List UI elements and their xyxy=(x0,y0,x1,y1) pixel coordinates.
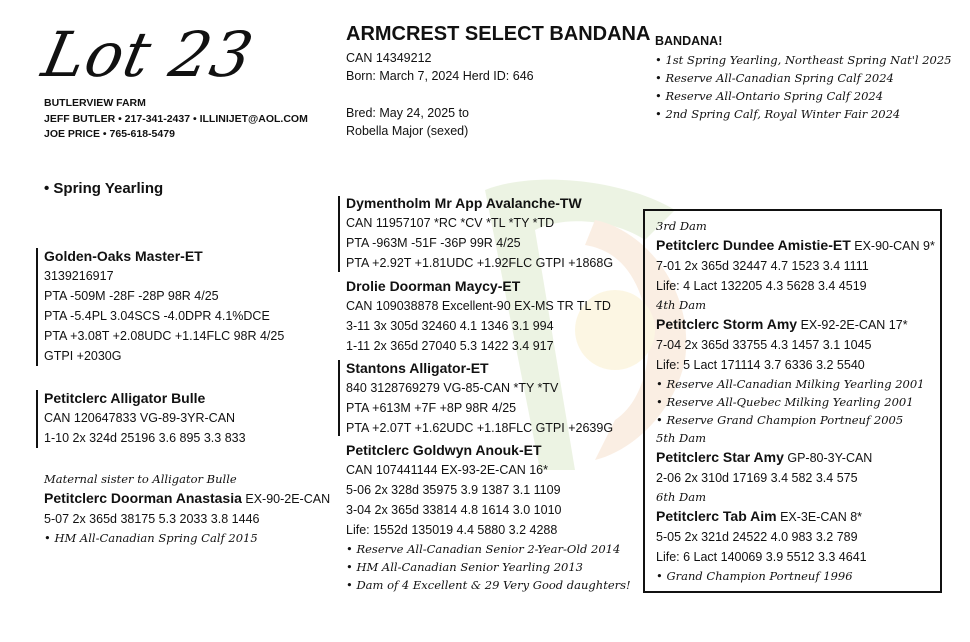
alligator-bracket xyxy=(338,360,340,436)
anouk-block xyxy=(346,440,631,594)
sixth-dam-label: 6th Dam xyxy=(656,490,706,504)
dam-bracket xyxy=(36,390,38,448)
honor-text: Grand Champion Portneuf 1996 xyxy=(666,569,853,583)
sixth-dam-line: Life: 6 Lact 140069 3.9 5512 3.3 4641 xyxy=(656,550,867,564)
sire-line: PTA -509M -28F -28P 98R 4/25 xyxy=(44,289,219,303)
maternal-sister-block xyxy=(44,470,330,547)
sixth-dam-honor: • Grand Champion Portneuf 1996 xyxy=(656,569,853,583)
fourth-dam-label: 4th Dam xyxy=(656,298,706,312)
fifth-dam-class: GP-80-3Y-CAN xyxy=(783,451,873,465)
third-dam-line: 7-01 2x 365d 32447 4.7 1523 3.4 1111 xyxy=(656,259,869,273)
alligator-block xyxy=(346,358,613,438)
avalanche-block xyxy=(346,193,613,273)
maycy-name: Drolie Doorman Maycy-ET xyxy=(346,278,521,294)
sire-name: Golden-Oaks Master-ET xyxy=(44,248,203,264)
sire-block xyxy=(44,246,284,366)
maternal-sister-honor: • HM All-Canadian Spring Calf 2015 xyxy=(44,531,258,545)
animal-info xyxy=(346,49,534,85)
fifth-dam-label: 5th Dam xyxy=(656,431,706,445)
alligator-line: 840 3128769279 VG-85-CAN *TY *TV xyxy=(346,381,559,395)
alligator-line: PTA +613M +7F +8P 98R 4/25 xyxy=(346,401,517,415)
fourth-dam-honor: • Reserve All-Canadian Milking Yearling 2001 xyxy=(656,377,925,391)
honors-heading: BANDANA! xyxy=(655,34,723,48)
bred-line-2: Robella Major (sexed) xyxy=(346,124,469,138)
dam-block xyxy=(44,388,246,448)
fourth-dam-line: Life: 5 Lact 171114 3.7 6336 3.2 5540 xyxy=(656,358,865,372)
honor-text: Dam of 4 Excellent & 29 Very Good daughters! xyxy=(356,578,631,592)
honor-text: HM All-Canadian Senior Yearling 2013 xyxy=(356,560,583,574)
sire-line: PTA -5.4PL 3.04SCS -4.0DPR 4.1%DCE xyxy=(44,309,270,323)
third-dam-line: Life: 4 Lact 132205 4.3 5628 3.4 4519 xyxy=(656,279,867,293)
honor-item: • Reserve All-Ontario Spring Calf 2024 xyxy=(655,87,951,105)
fourth-dam-line: 7-04 2x 365d 33755 4.3 1457 3.1 1045 xyxy=(656,338,872,352)
honor-item: • 2nd Spring Calf, Royal Winter Fair 2024 xyxy=(655,105,951,123)
contact-line-1: JEFF BUTLER • 217-341-2437 • ILLINIJET@AOL.COM xyxy=(44,112,308,125)
dam-name: Petitclerc Alligator Bulle xyxy=(44,390,206,406)
fifth-dam-line: 2-06 2x 310d 17169 3.4 582 3.4 575 xyxy=(656,471,858,485)
maternal-sister-name: Petitclerc Doorman Anastasia xyxy=(44,490,242,506)
avalanche-bracket xyxy=(338,196,340,272)
dam-line: 1-10 2x 324d 25196 3.6 895 3.3 833 xyxy=(44,431,246,445)
sixth-dam-class: EX-3E-CAN 8* xyxy=(776,510,863,524)
anouk-name: Petitclerc Goldwyn Anouk-ET xyxy=(346,442,542,458)
third-dam-class: EX-90-CAN 9* xyxy=(850,239,935,253)
bred-line-1: Bred: May 24, 2025 to xyxy=(346,106,469,120)
farm-name: BUTLERVIEW FARM xyxy=(44,97,146,109)
anouk-line: CAN 107441144 EX-93-2E-CAN 16* xyxy=(346,463,548,477)
lot-number: Lot 23 xyxy=(36,18,260,91)
animal-reg: CAN 14349212 xyxy=(346,51,432,65)
sixth-dam-line: 5-05 2x 321d 24522 4.0 983 3.2 789 xyxy=(656,530,858,544)
maternal-sister-class: EX-90-2E-CAN xyxy=(241,492,331,506)
maycy-block xyxy=(346,276,611,356)
anouk-honor: • Dam of 4 Excellent & 29 Very Good daughters! xyxy=(346,578,631,592)
sire-line: PTA +3.08T +2.08UDC +1.14FLC 98R 4/25 xyxy=(44,329,285,343)
fourth-dam-honor: • Reserve Grand Champion Portneuf 2005 xyxy=(656,413,904,427)
honor-text: Reserve All-Canadian Milking Yearling 2001 xyxy=(666,377,925,391)
category-label: Spring Yearling xyxy=(53,180,164,197)
anouk-line: Life: 1552d 135019 4.4 5880 3.2 4288 xyxy=(346,523,558,537)
contact-line-2: JOE PRICE • 765-618-5479 xyxy=(44,128,175,140)
dams-content xyxy=(656,217,935,585)
sire-bracket xyxy=(36,248,38,366)
avalanche-line: CAN 11957107 *RC *CV *TL *TY *TD xyxy=(346,216,555,230)
consignor-contact xyxy=(44,96,308,143)
honor-item: • Reserve All-Canadian Spring Calf 2024 xyxy=(655,69,951,87)
dams-box xyxy=(643,209,942,593)
honor-text: Reserve All-Quebec Milking Yearling 2001 xyxy=(666,395,914,409)
honor-text: Reserve Grand Champion Portneuf 2005 xyxy=(666,413,904,427)
fifth-dam-name: Petitclerc Star Amy xyxy=(656,449,784,465)
third-dam-label: 3rd Dam xyxy=(656,219,707,233)
anouk-honor: • HM All-Canadian Senior Yearling 2013 xyxy=(346,560,583,574)
honor-item: • 1st Spring Yearling, Northeast Spring Nat'l 2025 xyxy=(655,51,951,69)
alligator-name: Stantons Alligator-ET xyxy=(346,360,489,376)
fourth-dam-class: EX-92-2E-CAN 17* xyxy=(797,318,908,332)
maycy-line: 1-11 2x 365d 27040 5.3 1422 3.4 917 xyxy=(346,339,554,353)
third-dam-name: Petitclerc Dundee Amistie-ET xyxy=(656,237,851,253)
anouk-line: 5-06 2x 328d 35975 3.9 1387 3.1 1109 xyxy=(346,483,561,497)
fourth-dam-name: Petitclerc Storm Amy xyxy=(656,316,798,332)
bred-info xyxy=(346,104,469,140)
anouk-honor: • Reserve All-Canadian Senior 2-Year-Old 2014 xyxy=(346,542,621,556)
avalanche-line: PTA +2.92T +1.81UDC +1.92FLC GTPI +1868G xyxy=(346,256,614,270)
honors-list xyxy=(655,51,951,123)
animal-born: Born: March 7, 2024 Herd ID: 646 xyxy=(346,69,534,83)
sire-line: 3139216917 xyxy=(44,269,114,283)
maycy-line: 3-11 3x 305d 32460 4.1 1346 3.1 994 xyxy=(346,319,554,333)
anouk-line: 3-04 2x 365d 33814 4.8 1614 3.0 1010 xyxy=(346,503,562,517)
fourth-dam-honor: • Reserve All-Quebec Milking Yearling 2001 xyxy=(656,395,914,409)
avalanche-line: PTA -963M -51F -36P 99R 4/25 xyxy=(346,236,521,250)
honor-text: HM All-Canadian Spring Calf 2015 xyxy=(54,531,258,545)
alligator-line: PTA +2.07T +1.62UDC +1.18FLC GTPI +2639G xyxy=(346,421,614,435)
dam-line: CAN 120647833 VG-89-3YR-CAN xyxy=(44,411,236,425)
category: • Spring Yearling xyxy=(44,180,164,197)
honor-text: Reserve All-Canadian Senior 2-Year-Old 2014 xyxy=(356,542,621,556)
sixth-dam-name: Petitclerc Tab Aim xyxy=(656,508,777,524)
maternal-sister-note: Maternal sister to Alligator Bulle xyxy=(44,472,237,486)
sire-line: GTPI +2030G xyxy=(44,349,122,363)
maternal-sister-record: 5-07 2x 365d 38175 5.3 2033 3.8 1446 xyxy=(44,512,260,526)
animal-name: ARMCREST SELECT BANDANA xyxy=(346,23,651,45)
maycy-line: CAN 109038878 Excellent-90 EX-MS TR TL TD xyxy=(346,299,611,313)
avalanche-name: Dymentholm Mr App Avalanche-TW xyxy=(346,195,582,211)
